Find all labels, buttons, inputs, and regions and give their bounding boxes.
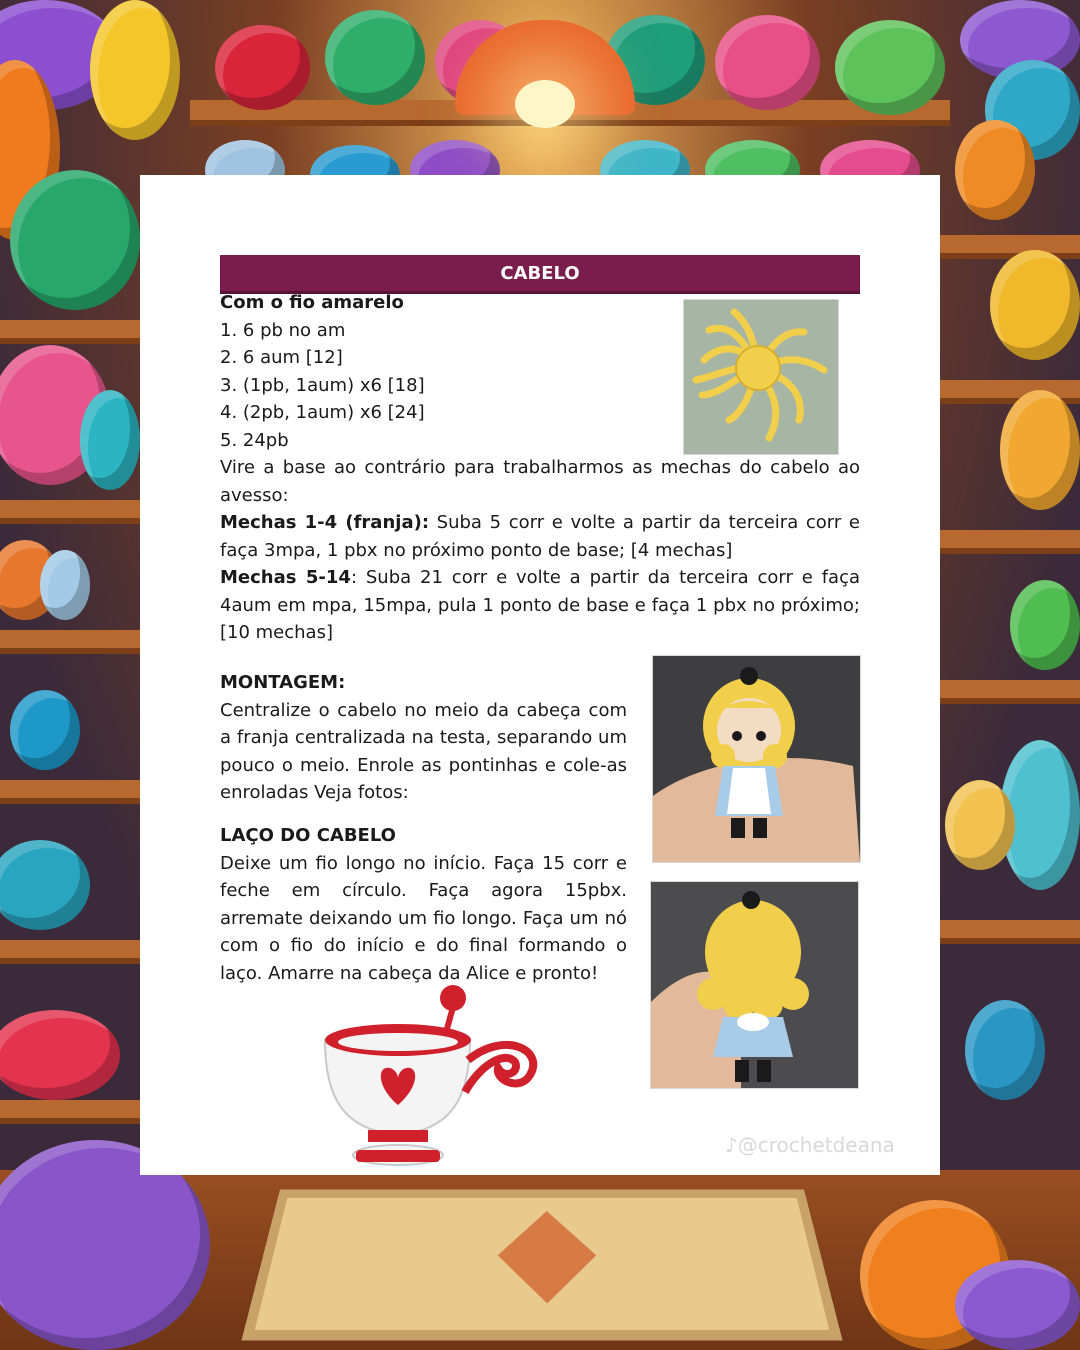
bow-heading: LAÇO DO CABELO <box>220 825 396 846</box>
rug <box>241 1190 842 1341</box>
alice-back-photo <box>650 881 859 1089</box>
rug-pattern <box>498 1211 597 1303</box>
saucer-band <box>356 1150 440 1162</box>
round-2: 2. 6 aum [12] <box>220 347 343 368</box>
right-shelf <box>940 920 1080 944</box>
yarn-ball <box>325 10 425 105</box>
assembly-block <box>220 669 627 807</box>
rounds-block <box>220 289 680 454</box>
yarn-ball <box>215 25 310 110</box>
hair-base-illustration <box>684 300 838 454</box>
right-shelf <box>940 680 1080 704</box>
strands-block <box>220 454 860 647</box>
turn-note: Vire a base ao contrário para trabalharmos as mechas do cabelo ao avesso: <box>220 457 860 506</box>
hair-base-photo <box>683 299 839 455</box>
strands-1-4 <box>220 509 860 564</box>
assembly-heading: MONTAGEM: <box>220 672 346 693</box>
watermark-text: @crochetdeana <box>737 1133 895 1157</box>
cup-rim <box>338 1033 458 1051</box>
alice-back-illustration <box>651 882 858 1088</box>
strands-5-14-label: Mechas 5-14 <box>220 567 351 588</box>
bow-block <box>220 822 627 987</box>
left-shelf <box>0 1100 140 1124</box>
yarn-ball <box>40 550 90 620</box>
yarn-heading: Com o fio amarelo <box>220 292 404 313</box>
teacup-illustration <box>320 980 560 1175</box>
bow-text: Deixe um fio longo no início. Faça 15 corr e feche em círculo. Faça agora 15pbx. arremate deixando um fio longo. Faça um nó com o fio do início e do final formando o laço. Amarre na cabeça da Alice e pronto! <box>220 852 627 984</box>
watermark <box>725 1133 895 1157</box>
alice-front-photo <box>652 655 861 863</box>
yarn-ball <box>1010 580 1080 670</box>
left-shelf <box>0 320 140 344</box>
cup-stem <box>368 1130 428 1142</box>
yarn-ball <box>10 690 80 770</box>
tiktok-icon: ♪ <box>725 1133 738 1157</box>
yarn-ball <box>945 780 1015 870</box>
yarn-ball <box>955 1260 1080 1350</box>
round-3: 3. (1pb, 1aum) x6 [18] <box>220 374 425 396</box>
round-1: 1. 6 pb no am <box>220 319 346 341</box>
strands-1-4-label: Mechas 1-4 (franja): <box>220 512 430 533</box>
strands-5-14-text: : Suba 21 corr e volte a partir da terceira corr e faça 4aum em mpa, 15mpa, pula 1 ponto de base e faça 1 pbx no próximo; [10 mechas] <box>220 567 860 643</box>
alice-front-illustration <box>653 656 860 862</box>
lamp-bulb <box>515 80 575 128</box>
round-5: 5. 24pb <box>220 429 289 451</box>
right-shelf <box>940 235 1080 259</box>
assembly-text: Centralize o cabelo no meio da cabeça com a franja centralizada na testa, separando um pouco o meio. Enrole as pontinhas e cole-as enroladas Veja fotos: <box>220 699 627 803</box>
right-shelf <box>940 530 1080 554</box>
left-shelf <box>0 940 140 964</box>
yarn-ball <box>1000 390 1080 510</box>
left-shelf <box>0 780 140 804</box>
strands-1-4-text: Suba 5 corr e volte a partir da terceira corr e faça 3mpa, 1 pbx no próximo ponto de base; [4 mechas] <box>220 512 860 561</box>
left-shelf <box>0 500 140 524</box>
spoon-head <box>440 985 466 1011</box>
strands-5-14 <box>220 564 860 647</box>
yarn-ball <box>90 0 180 140</box>
yarn-ball <box>955 120 1035 220</box>
yarn-ball <box>835 20 945 115</box>
pattern-page <box>140 175 940 1175</box>
yarn-ball <box>965 1000 1045 1100</box>
yarn-ball <box>990 250 1080 360</box>
section-title: CABELO <box>500 262 580 284</box>
left-shelf <box>0 630 140 654</box>
round-4: 4. (2pb, 1aum) x6 [24] <box>220 402 425 423</box>
yarn-ball <box>80 390 140 490</box>
yarn-ball <box>10 170 140 310</box>
cup-handle <box>465 1045 533 1092</box>
yarn-ball <box>715 15 820 110</box>
